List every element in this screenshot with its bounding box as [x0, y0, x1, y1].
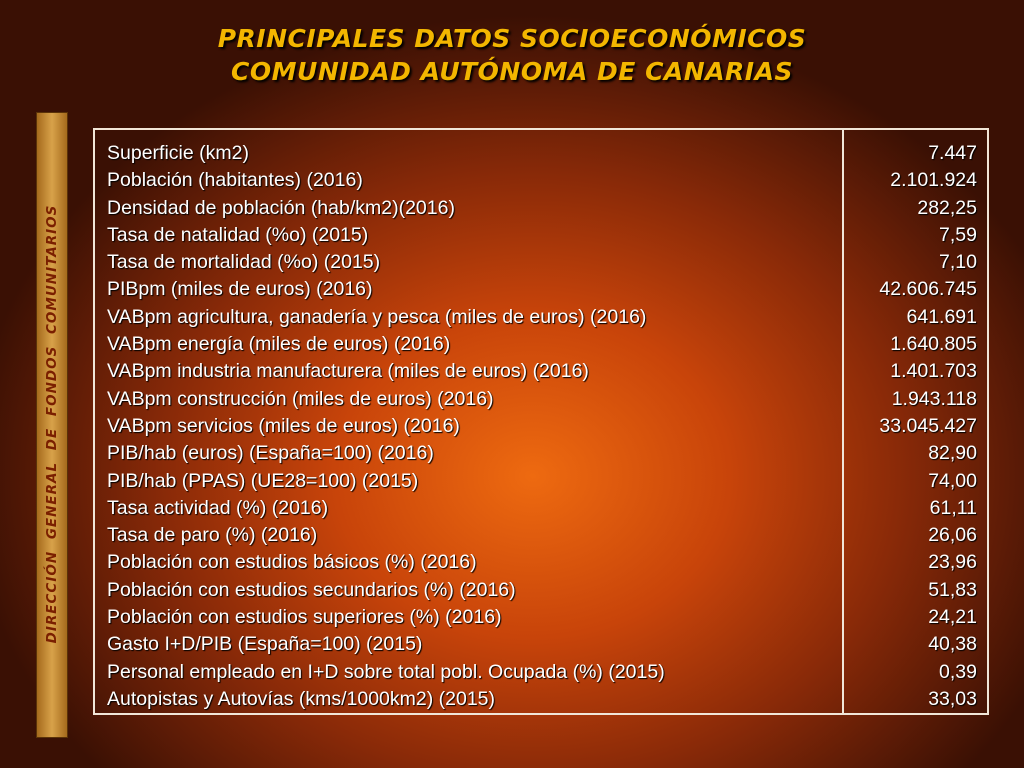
label-column: [95, 130, 844, 713]
row-value: 282,25: [917, 196, 977, 219]
row-value: 7.447: [928, 142, 977, 164]
row-label: Población con estudios secundarios (%) (2016): [107, 578, 516, 601]
row-value: 26,06: [928, 524, 977, 547]
row-value: 82,90: [928, 442, 977, 465]
row-label: Gasto I+D/PIB (España=100) (2015): [107, 633, 423, 656]
row-label: VABpm agricultura, ganadería y pesca (miles de euros) (2016): [107, 305, 647, 328]
row-value: 2.101.924: [890, 169, 977, 192]
row-label: PIB/hab (PPAS) (UE28=100) (2015): [107, 469, 419, 492]
row-label: Personal empleado en I+D sobre total pobl. Ocupada (%) (2015): [107, 660, 665, 683]
title-line-2: COMUNIDAD AUTÓNOMA DE CANARIAS: [231, 57, 793, 86]
row-label: Superficie (km2): [107, 142, 249, 164]
row-label: VABpm energía (miles de euros) (2016): [107, 333, 451, 356]
row-label: VABpm servicios (miles de euros) (2016): [107, 414, 460, 437]
row-value: 641.691: [906, 305, 977, 328]
row-label: Densidad de población (hab/km2)(2016): [107, 196, 455, 219]
row-value: 74,00: [928, 469, 977, 492]
row-value: 40,38: [928, 633, 977, 656]
row-value: 61,11: [929, 496, 977, 519]
row-label: PIB/hab (euros) (España=100) (2016): [107, 442, 434, 465]
row-value: 24,21: [928, 606, 977, 629]
row-value: 33.045.427: [879, 414, 977, 437]
slide-title: [0, 22, 1024, 88]
row-label: Tasa de natalidad (%o) (2015): [107, 223, 369, 246]
row-value: 51,83: [928, 578, 977, 601]
row-value: 1.640.805: [890, 333, 977, 356]
row-label: VABpm industria manufacturera (miles de euros) (2016): [107, 360, 589, 383]
side-banner-text: DIRECCIÓN GENERAL DE FONDOS COMUNITARIOS: [44, 204, 60, 644]
row-label: Tasa de mortalidad (%o) (2015): [107, 251, 381, 274]
row-label: VABpm construcción (miles de euros) (2016): [107, 387, 494, 410]
row-label: Autopistas y Autovías (kms/1000km2) (2015): [107, 687, 496, 710]
row-value: 7,59: [939, 223, 977, 246]
row-label: Tasa de paro (%) (2016): [107, 524, 318, 547]
row-value: 0,39: [939, 660, 977, 683]
row-label: Tasa actividad (%) (2016): [107, 496, 329, 519]
row-value: 1.943.118: [891, 387, 977, 410]
value-column: [844, 130, 987, 713]
row-label: PIBpm (miles de euros) (2016): [107, 278, 373, 301]
data-table: [93, 128, 989, 715]
row-value: 1.401.703: [890, 360, 977, 383]
row-value: 33,03: [928, 687, 977, 710]
row-value: 7,10: [939, 251, 977, 274]
title-line-1: PRINCIPALES DATOS SOCIOECONÓMICOS: [217, 24, 807, 53]
row-label: Población (habitantes) (2016): [107, 169, 363, 192]
row-label: Población con estudios básicos (%) (2016): [107, 551, 477, 574]
row-value: 23,96: [928, 551, 977, 574]
row-value: 42.606.745: [879, 278, 977, 301]
row-label: Población con estudios superiores (%) (2016): [107, 606, 502, 629]
